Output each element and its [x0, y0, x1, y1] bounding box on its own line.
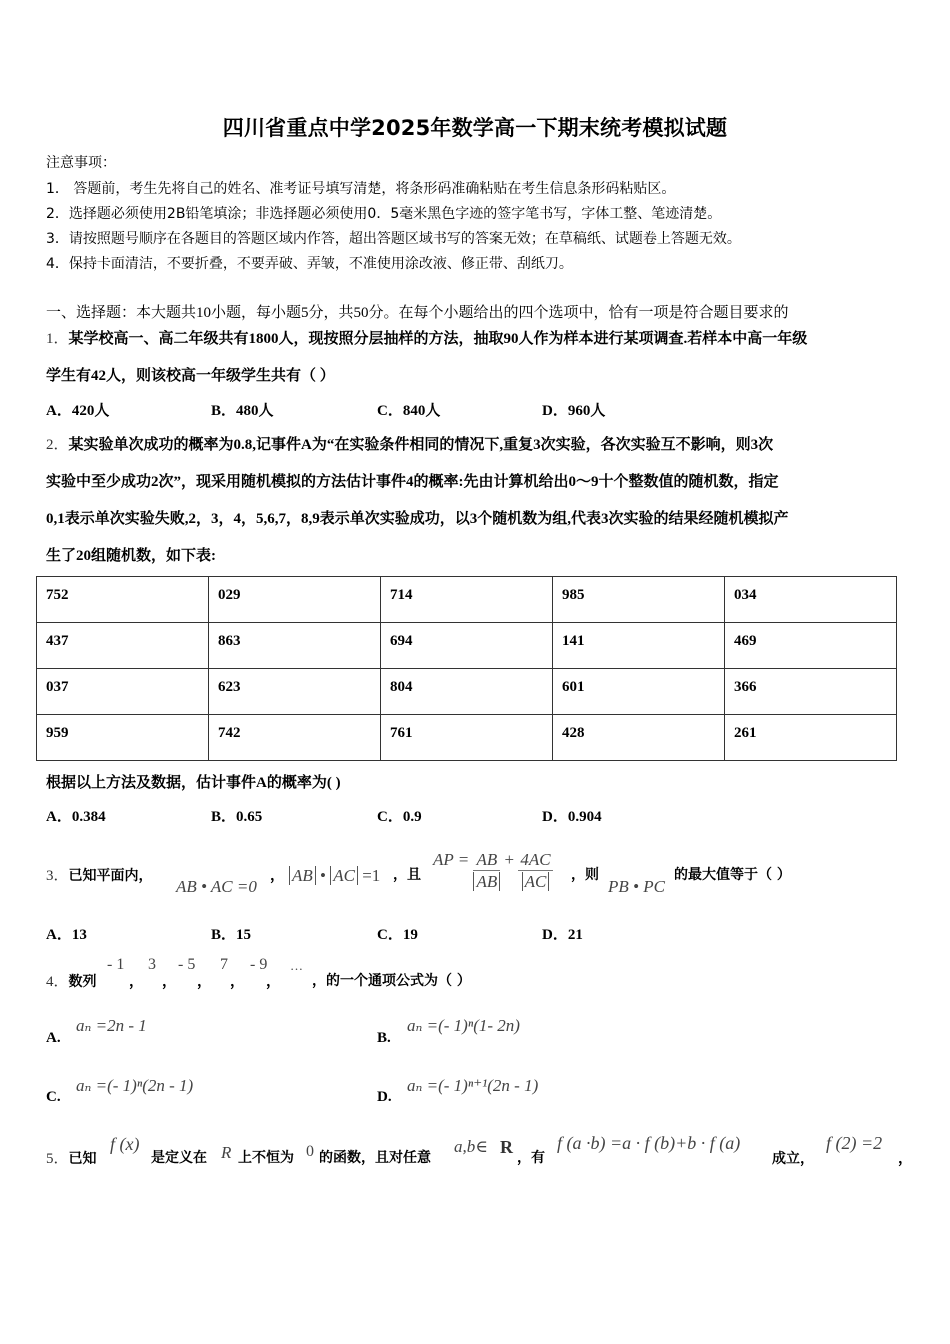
table-cell: 469 [725, 623, 897, 669]
question-text: 已知平面内， [68, 868, 153, 884]
separator: ， [270, 868, 285, 884]
question-text: 某实验单次成功的概率为0.8,记事件A为“在实验条件相同的情况下,重复3次实验，各次实验互不影响，则3次 [68, 437, 774, 453]
table-cell: 366 [725, 669, 897, 715]
question-3 [46, 864, 153, 885]
question-text: 某学校高一、高二年级共有1800人，现按照分层抽样的方法，抽取90人作为样本进行某项调查.若样本中高一年级 [68, 331, 808, 347]
separator: ， [230, 974, 245, 990]
table-cell: 694 [381, 623, 553, 669]
table-cell: 601 [553, 669, 725, 715]
math-ab-in: a,b∈ [454, 1137, 488, 1156]
sequence-term: - 5 [178, 956, 196, 973]
option-b-label: B. [377, 1030, 391, 1046]
table-row [37, 715, 897, 761]
option-d-formula: aₙ =(- 1)ⁿ⁺¹(2n - 1) [407, 1076, 539, 1095]
option-b: B．480人 [211, 403, 274, 419]
math-ap-expression: AP = $\frac{AB}{AB}$ + $\frac{4AC}{AC}$ [433, 850, 551, 891]
option-a-formula: aₙ =2n - 1 [76, 1016, 147, 1035]
question-text: 已知 [68, 1151, 97, 1167]
math-R: R [221, 1143, 232, 1162]
table-cell: 029 [209, 577, 381, 623]
table-row [37, 577, 897, 623]
table-cell: 985 [553, 577, 725, 623]
table-cell: 761 [381, 715, 553, 761]
table-cell: 037 [37, 669, 209, 715]
question-text: 的最大值等于（ ） [674, 867, 791, 883]
table-cell: 261 [725, 715, 897, 761]
question-text: 数列 [68, 974, 97, 990]
table-cell: 428 [553, 715, 725, 761]
page-title: 四川省重点中学2025年数学高一下期末统考模拟试题 [222, 116, 728, 140]
math-dot-product: AB • AC =0 [176, 877, 257, 896]
option-c: C．0.9 [377, 809, 422, 825]
question-text: 上不恒为 [238, 1150, 294, 1166]
table-row [37, 669, 897, 715]
question-4 [46, 970, 97, 991]
question-number: 1． [46, 331, 69, 347]
question-text: 0,1表示单次实验失败,2，3，4，5,6,7，8,9表示单次实验成功，以3个随机数为组,代表3次实验的结果经随机模拟产 [46, 511, 789, 527]
math-fx: f (x) [110, 1134, 140, 1154]
separator: ， [129, 974, 144, 990]
notice-item: 4．保持卡面清洁，不要折叠，不要弄破、弄皱，不准使用涂改液、修正带、刮纸刀。 [46, 256, 573, 272]
separator: ，则 [571, 867, 599, 883]
option-b: B．15 [211, 927, 252, 943]
notice-item: 1． 答题前，考生先将自己的姓名、准考证号填写清楚，将条形码准确粘贴在考生信息条形码粘贴区。 [46, 181, 676, 197]
option-d: D．960人 [542, 403, 606, 419]
option-c-formula: aₙ =(- 1)ⁿ(2n - 1) [76, 1076, 194, 1095]
question-text: ，的一个通项公式为（ ） [312, 973, 471, 989]
sequence-term: 7 [220, 956, 228, 973]
option-c-label: C. [46, 1089, 61, 1105]
option-b: B．0.65 [211, 809, 263, 825]
table-cell: 752 [37, 577, 209, 623]
random-number-table [36, 576, 897, 761]
table-cell: 863 [209, 623, 381, 669]
question-text: 是定义在 [151, 1150, 207, 1166]
option-a: A．0.384 [46, 809, 106, 825]
table-cell: 034 [725, 577, 897, 623]
sequence-term: - 1 [107, 956, 125, 973]
section-heading: 一、选择题：本大题共10小题，每小题5分，共50分。在每个小题给出的四个选项中，恰有一项是符合题目要求的 [46, 305, 789, 321]
math-bold-R: R [500, 1137, 513, 1157]
question-text: ，有 [517, 1150, 545, 1166]
option-b-formula: aₙ =(- 1)ⁿ(1- 2n) [407, 1016, 520, 1035]
notice-heading: 注意事项： [46, 155, 116, 171]
question-text: 生了20组随机数，如下表: [46, 548, 216, 564]
question-text: 的函数，且对任意 [319, 1150, 431, 1166]
table-cell: 141 [553, 623, 725, 669]
table-cell: 742 [209, 715, 381, 761]
question-number: 3． [46, 868, 69, 884]
table-cell: 959 [37, 715, 209, 761]
notice-item: 2．选择题必须使用2B铅笔填涂；非选择题必须使用0．5毫米黑色字迹的签字笔书写，字体工整、笔迹清楚。 [46, 206, 722, 222]
table-cell: 623 [209, 669, 381, 715]
question-number: 2． [46, 437, 69, 453]
option-d: D．0.904 [542, 809, 602, 825]
table-cell: 437 [37, 623, 209, 669]
option-c: C．840人 [377, 403, 441, 419]
table-row [37, 623, 897, 669]
math-pb-pc: PB • PC [608, 877, 665, 896]
option-d-label: D. [377, 1089, 392, 1105]
fraction: $\frac{4AC}{AC}$ [520, 850, 551, 891]
separator: ， [898, 1151, 913, 1167]
question-1 [46, 327, 807, 348]
separator: ，且 [393, 867, 421, 883]
question-prompt: 根据以上方法及数据，估计事件A的概率为( ) [46, 775, 341, 791]
question-number: 4． [46, 974, 69, 990]
separator: ， [162, 974, 177, 990]
math-norm-product: AB • AC =1 [289, 866, 380, 886]
question-text: 实验中至少成功2次”，现采用随机模拟的方法估计事件4的概率:先由计算机给出0～9十个整数值的随机数，指定 [46, 474, 779, 490]
question-2 [46, 433, 773, 454]
question-text: 学生有42人，则该校高一年级学生共有（ ） [46, 368, 335, 384]
separator: ， [266, 974, 281, 990]
sequence-term: - 9 [250, 956, 268, 973]
fraction: $\frac{AB}{AB}$ [473, 850, 500, 893]
math-f2: f (2) =2 [826, 1133, 883, 1153]
question-5 [46, 1147, 97, 1168]
option-a: A．420人 [46, 403, 110, 419]
notice-item: 3．请按照题号顺序在各题目的答题区域内作答，超出答题区域书写的答案无效；在草稿纸、试题卷上答题无效。 [46, 231, 741, 247]
sequence-ellipsis: … [290, 958, 303, 973]
option-a: A．13 [46, 927, 87, 943]
question-number: 5． [46, 1151, 69, 1167]
option-c: C．19 [377, 927, 418, 943]
question-text: 成立， [772, 1151, 814, 1167]
sequence-term: 3 [148, 956, 156, 973]
option-d: D．21 [542, 927, 583, 943]
separator: ， [197, 974, 212, 990]
table-cell: 714 [381, 577, 553, 623]
math-zero: 0 [306, 1143, 314, 1160]
table-cell: 804 [381, 669, 553, 715]
math-functional-equation: f (a ·b) =a · f (b)+b · f (a) [557, 1133, 741, 1153]
option-a-label: A. [46, 1030, 61, 1046]
